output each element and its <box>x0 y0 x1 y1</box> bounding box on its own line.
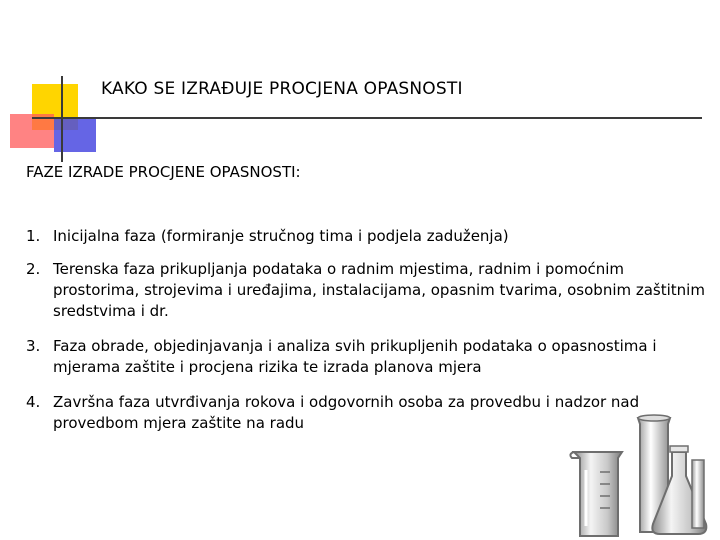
title-decoration-vertical-line <box>61 76 63 162</box>
phase-item <box>26 259 706 322</box>
laboratory-glassware-icon <box>560 400 720 540</box>
phase-text: Terenska faza prikupljanja podataka o radnim mjestima, radnim i pomoćnim prostorima, strojevima i uređajima, instalacijama, opasnim tvarima, osobnim zaštitnim sredstvima i dr. <box>53 260 705 320</box>
phase-text: Završna faza utvrđivanja rokova i odgovornih osoba za provedbu i nadzor nad provedbom mjera zaštite na radu <box>53 393 640 432</box>
phase-text: Faza obrade, objedinjavanja i analiza svih prikupljenih podataka o opasnostima i mjerama zaštite i procjena rizika te izrada planova mjera <box>53 337 657 376</box>
phase-number: 3. <box>26 337 41 355</box>
phase-item <box>26 336 706 378</box>
title-underline <box>32 117 702 119</box>
slide-title: KAKO SE IZRAĐUJE PROCJENA OPASNOSTI <box>101 79 463 99</box>
phase-number: 2. <box>26 260 41 278</box>
phase-text: Inicijalna faza (formiranje stručnog tima i podjela zaduženja) <box>53 227 509 245</box>
title-decoration-red-square <box>10 114 54 148</box>
phase-number: 4. <box>26 393 41 411</box>
phase-number: 1. <box>26 227 41 245</box>
slide-subtitle: FAZE IZRADE PROCJENE OPASNOSTI: <box>26 163 301 181</box>
phase-item <box>26 226 706 247</box>
